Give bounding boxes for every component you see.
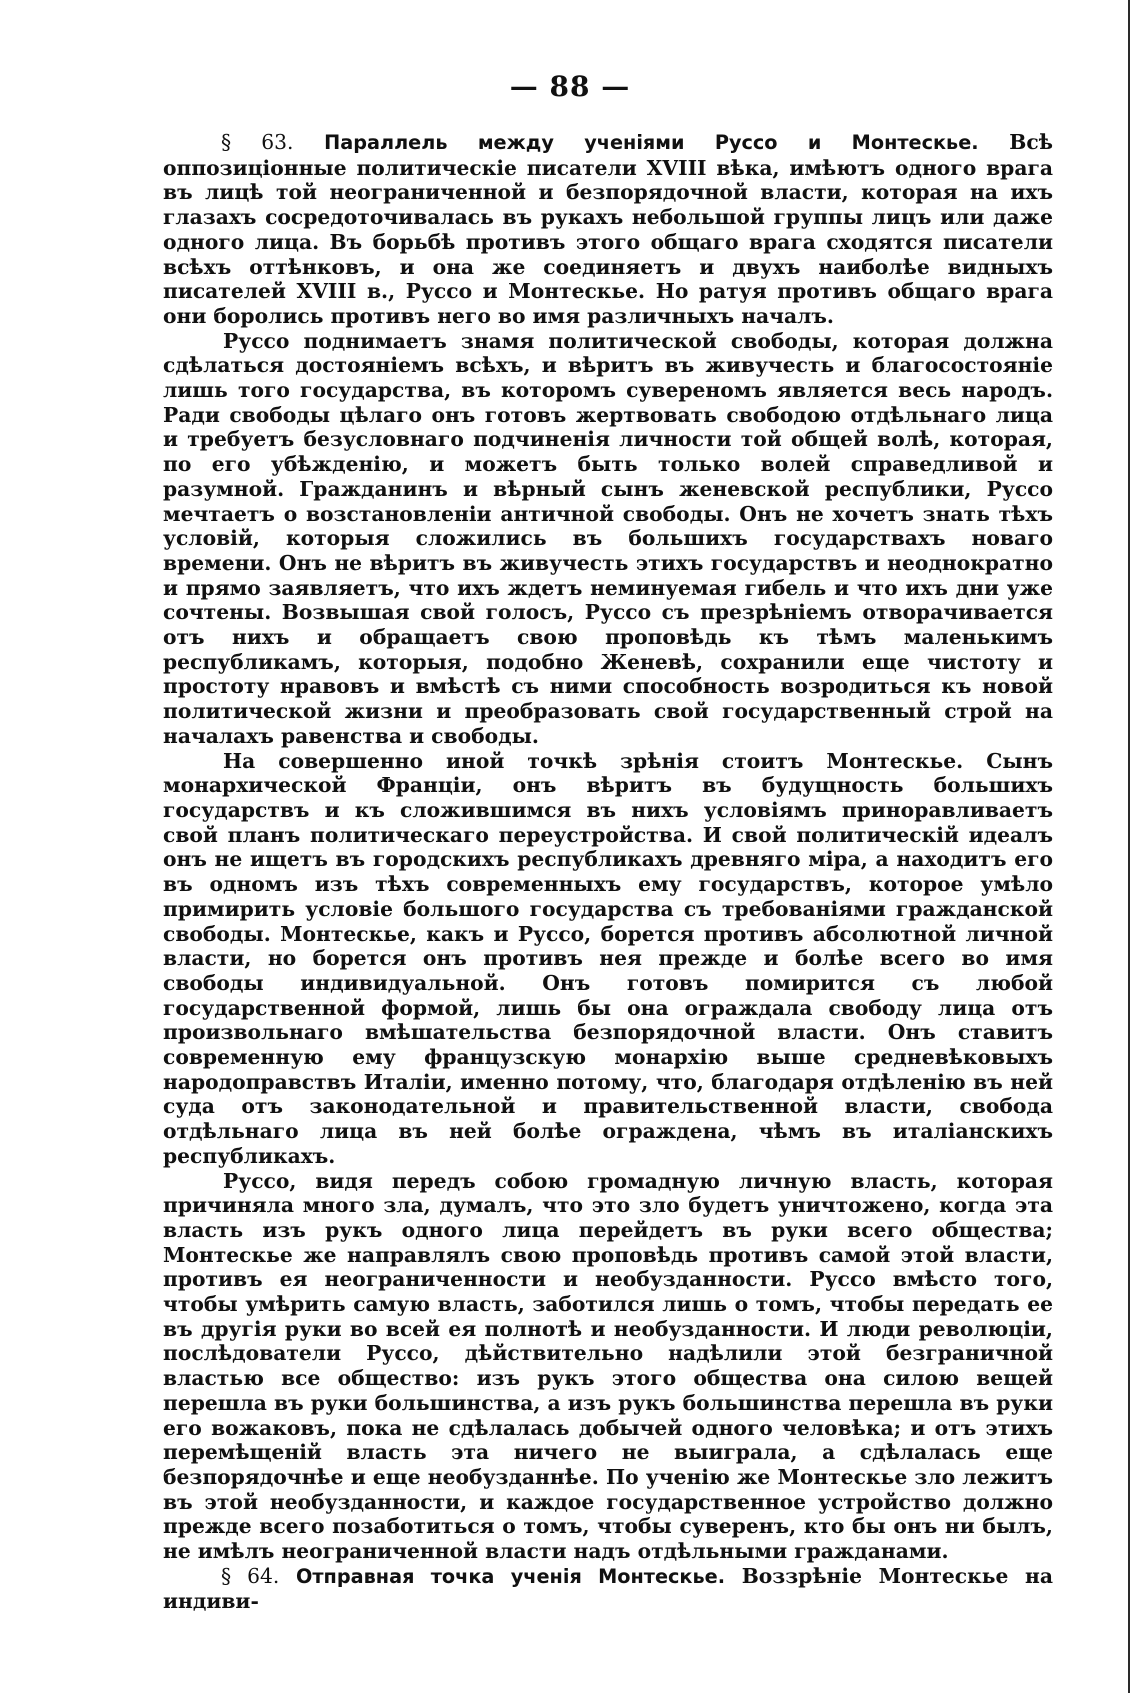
section-title: Отправная точка ученія Монтескье.: [296, 1564, 726, 1588]
section-lead-text: Воззрѣніе Монтескье на индиви-: [163, 1563, 1053, 1614]
paragraph-rousseau: Руссо поднимаетъ знамя политической свободы, которая должна сдѣлаться достояніемъ всѣхъ, и вѣритъ въ живучесть и благосостояніе лишь того государства, въ которомъ сувереномъ является весь народъ. Ради свободы цѣлаго онъ готовъ жертвовать свободою отдѣльнаго лица и требуетъ безусловнаго подчиненія личности той общей волѣ, которая, по его убѣжденію, и можетъ быть только волей справедливой и разумной. Гражданинъ и вѣрный сынъ женевской республики, Руссо мечтаетъ о возстановленіи античной свободы. Онъ не хочетъ знать тѣхъ условій, которыя сложились въ большихъ государствахъ новаго времени. Онъ не вѣритъ въ живучесть этихъ государствъ и неоднократно и прямо заявляетъ, что ихъ ждетъ неминуемая гибель и что ихъ дни уже сочтены. Возвышая свой голосъ, Руссо съ презрѣніемъ отворачивается отъ нихъ и обращаетъ свою проповѣдь къ тѣмъ маленькимъ республикамъ, которыя, подобно Женевѣ, сохранили еще чистоту и простоту нравовъ и вмѣстѣ съ ними способность возродиться къ новой политической жизни и преобразовать свой государственный строй на началахъ равенства и свободы.: [163, 328, 1053, 748]
paragraph-montesquieu: На совершенно иной точкѣ зрѣнія стоитъ Монтескье. Сынъ монархической Франціи, онъ вѣритъ въ будущность большихъ государствъ и къ сложившимся въ нихъ условіямъ приноравливаетъ свой планъ политическаго переустройства. И свой политическій идеалъ онъ не ищетъ въ городскихъ республикахъ древняго міра, а находитъ его въ одномъ изъ тѣхъ современныхъ ему государствъ, которое умѣло примирить условіе большого государства съ требованіями гражданской свободы. Монтескье, какъ и Руссо, борется противъ абсолютной личной власти, но борется онъ противъ нея прежде и болѣе всего во имя свободы индивидуальной. Онъ готовъ помирится съ любой государственной формой, лишь бы она ограждала свободу лица отъ произвольнаго вмѣшательства безпорядочной власти. Онъ ставитъ современную ему французскую монархію выше средневѣковыхъ народоправствъ Италіи, именно потому, что, благодаря отдѣленію въ ней суда отъ законодательной и правительственной власти, свобода отдѣльнаго лица въ ней болѣе ограждена, чѣмъ въ италіанскихъ республикахъ.: [163, 748, 1053, 1168]
section-number: § 63.: [221, 130, 294, 154]
paragraph-comparison: Руссо, видя передъ собою громадную личную власть, которая причиняла много зла, думалъ, что это зло будетъ уничтожено, когда эта власть изъ рукъ одного лица перейдетъ въ руки всего общества; Монтескье же направлялъ свою проповѣдь противъ самой этой власти, противъ ея неограниченности и необузданности. Руссо вмѣсто того, чтобы умѣрить самую власть, заботился лишь о томъ, чтобы передать ее въ другія руки во всей ея полнотѣ и необузданности. И люди революціи, послѣдователи Руссо, дѣйствительно надѣлили этой безграничной властью все общество: изъ рукъ этого общества она силою вещей перешла въ руки большинства, а изъ рукъ большинства перешла въ руки его вожаковъ, пока не сдѣлалась добычей одного человѣка; и отъ этихъ перемѣщеній власть эта ничего не выиграла, а сдѣлалась еще безпорядочнѣе и еще необузданнѣе. По ученію же Монтескье зло лежитъ въ этой необузданности, и каждое государственное устройство должно прежде всего позаботиться о томъ, чтобы суверенъ, кто бы онъ ни былъ, не имѣлъ неограниченной власти надъ отдѣльными гражданами.: [163, 1168, 1053, 1564]
section-64-paragraph: [163, 1564, 1053, 1614]
section-title: Параллель между ученіями Руссо и Монтескье.: [324, 131, 979, 154]
section-number: § 64.: [221, 1563, 280, 1588]
section-63-paragraph: [163, 130, 1053, 329]
page-number: — 88 —: [509, 70, 631, 103]
page-edge-rule: [1128, 0, 1130, 1693]
section-lead-text: Всѣ оппозиціонные политическіе писатели XVIII вѣка, имѣютъ одного врага въ лицѣ той неограниченной и безпорядочной власти, которая на ихъ глазахъ сосредоточивалась въ рукахъ небольшой группы лицъ или даже одного лица. Въ борьбѣ противъ этого общаго врага сходятся писатели всѣхъ оттѣнковъ, и она же соединяетъ и двухъ наиболѣе видныхъ писателей XVIII в., Руссо и Монтескье. Но ратуя противъ общаго врага они боролись противъ него во имя различныхъ началъ.: [163, 130, 1053, 328]
body-text: [163, 130, 1053, 1614]
